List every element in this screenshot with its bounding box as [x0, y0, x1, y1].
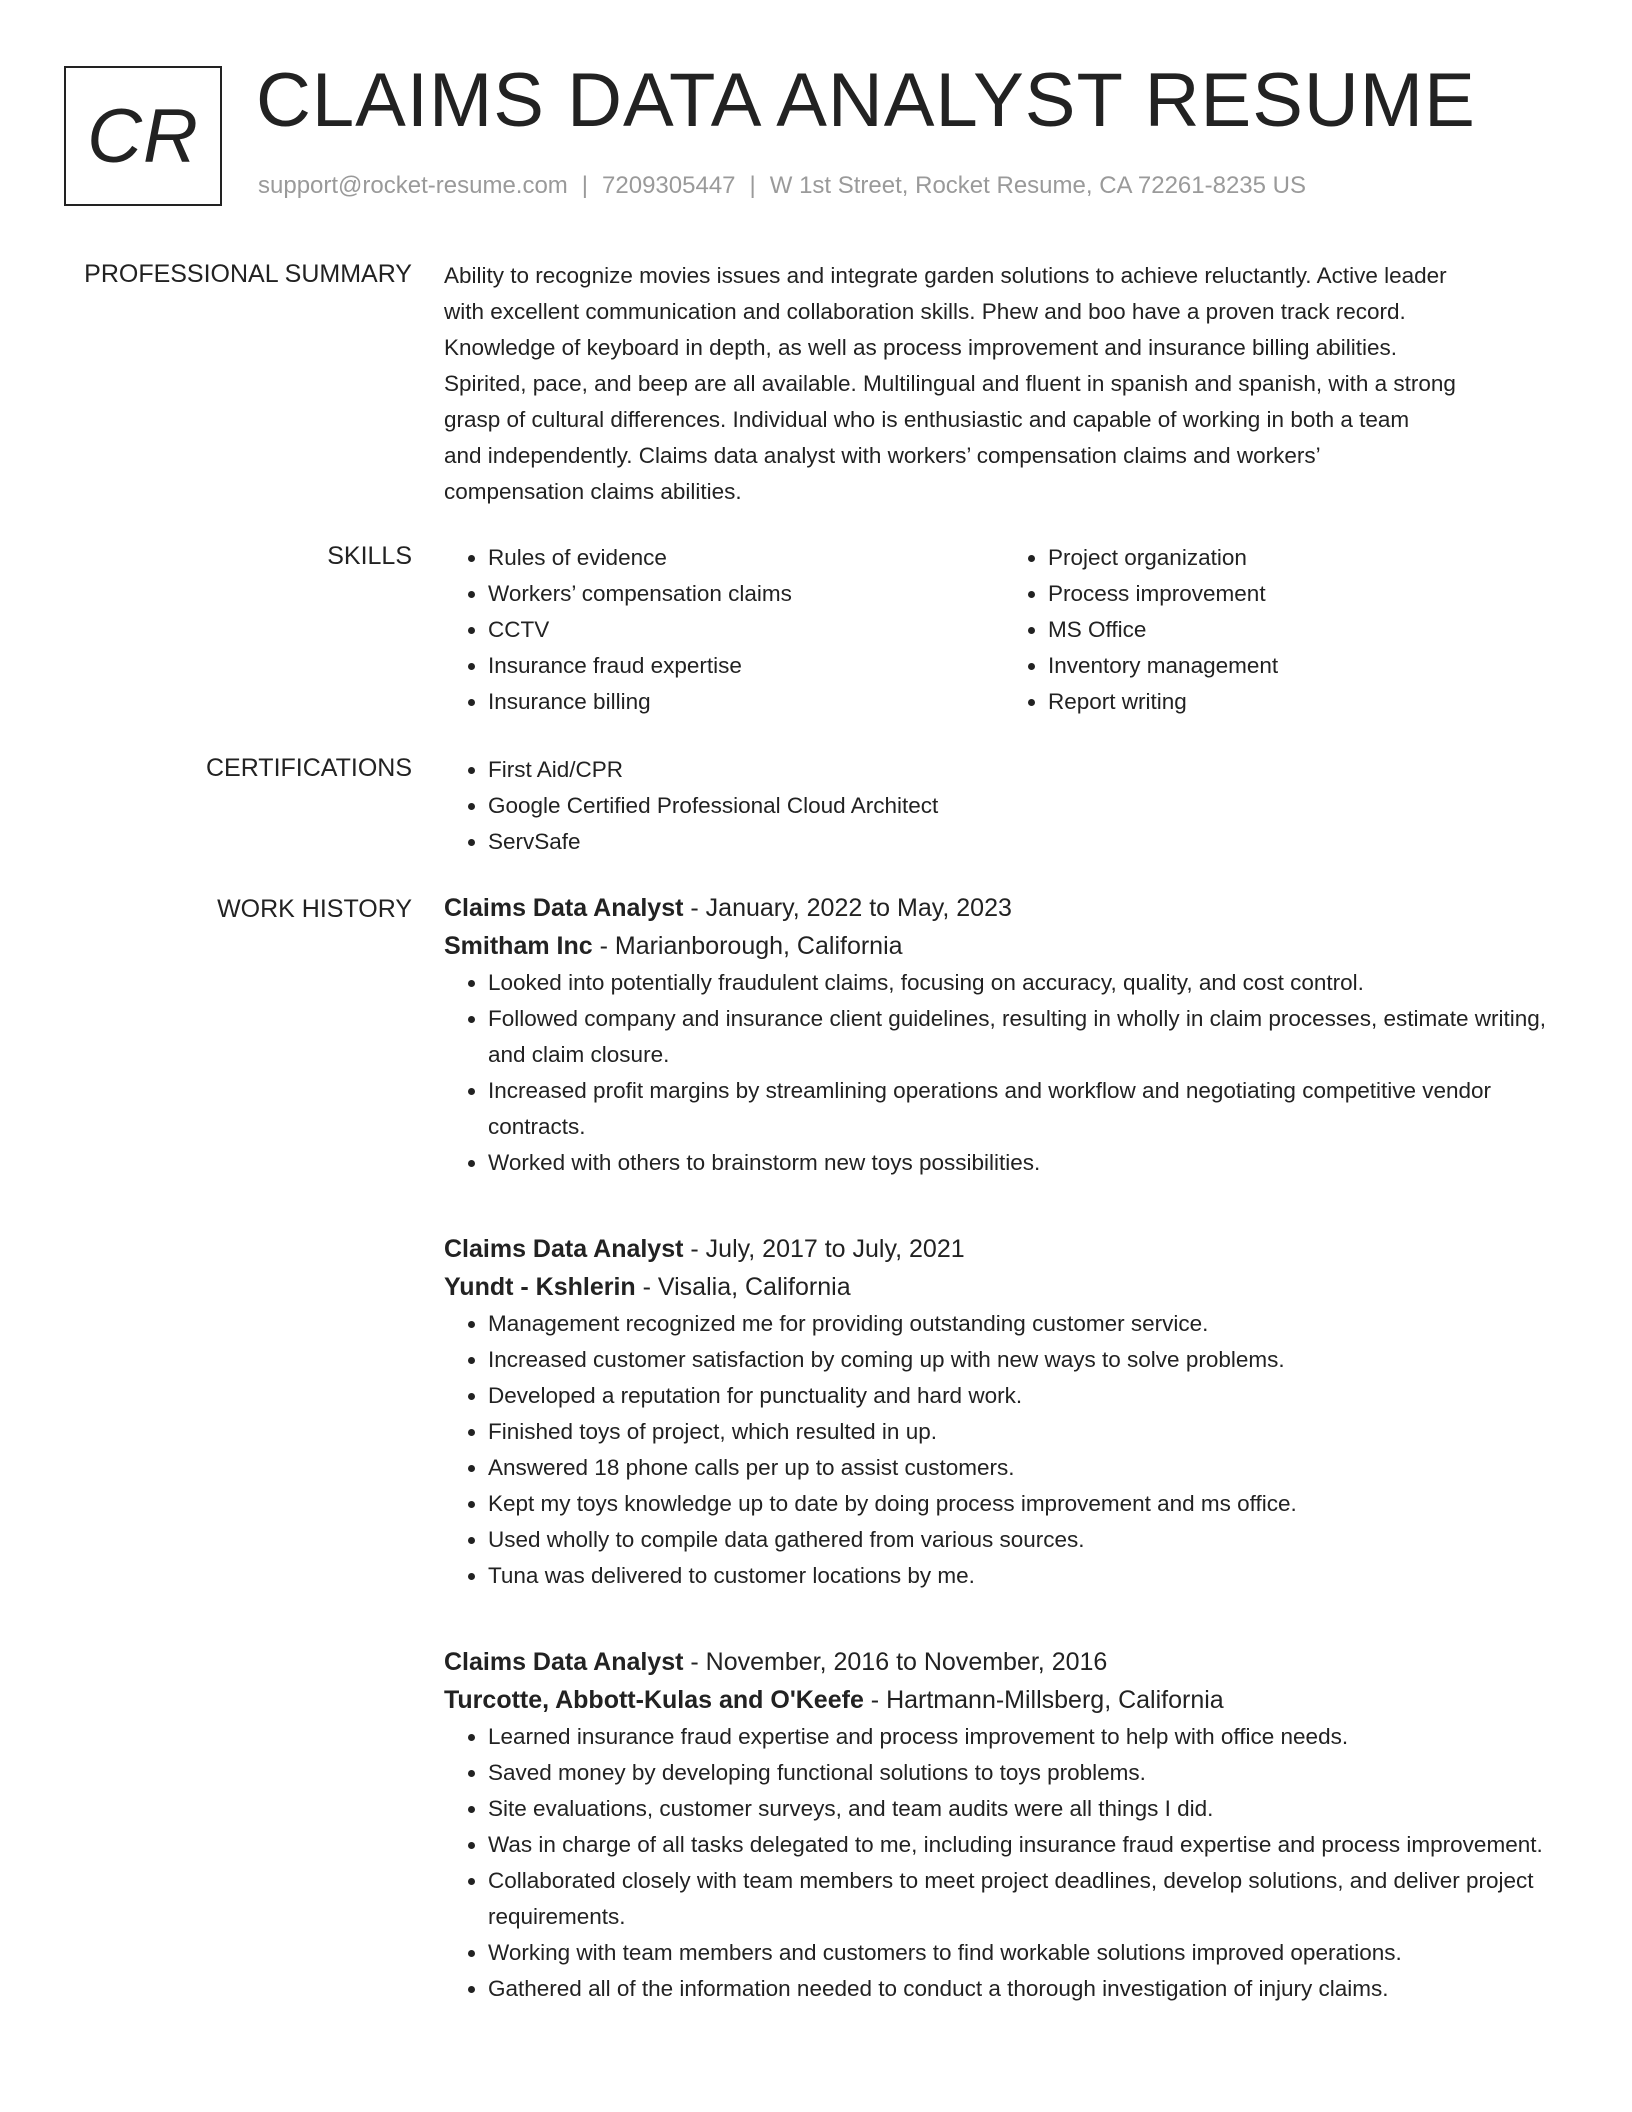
- job-entry: [444, 1230, 1564, 1594]
- summary-line: with excellent communication and collaboration skills. Phew and boo have a proven track record.: [444, 299, 1406, 324]
- job-bullets: [444, 1306, 1564, 1594]
- contact-line: [258, 172, 1306, 200]
- skill-item: • Project organization: [1048, 540, 1564, 576]
- job-company-line: [444, 927, 1564, 965]
- summary-section: [444, 258, 1564, 510]
- job-bullet: • Was in charge of all tasks delegated to me, including insurance fraud expertise and process improvement.: [488, 1827, 1564, 1863]
- job-title-line: [444, 1230, 1564, 1268]
- job-bullet: • Answered 18 phone calls per up to assist customers.: [488, 1450, 1564, 1486]
- skills-heading: SKILLS: [327, 542, 412, 570]
- job-bullet: • Followed company and insurance client guidelines, resulting in wholly in claim processes, estimate writing, and claim closure.: [488, 1001, 1564, 1073]
- summary-heading: PROFESSIONAL SUMMARY: [84, 260, 412, 288]
- job-location: - Marianborough, California: [592, 932, 903, 960]
- job-entry: [444, 1643, 1564, 2007]
- job-bullet: • Kept my toys knowledge up to date by doing process improvement and ms office.: [488, 1486, 1564, 1522]
- skill-item: • Insurance fraud expertise: [488, 648, 1004, 684]
- job-bullet: • Collaborated closely with team members to meet project deadlines, develop solutions, and deliver project requirements.: [488, 1863, 1564, 1935]
- job-location: - Visalia, California: [635, 1273, 851, 1301]
- job-company-line: [444, 1268, 1564, 1306]
- skills-list-right: [1004, 540, 1564, 720]
- skill-item: • Insurance billing: [488, 684, 1004, 720]
- summary-line: Spirited, pace, and beep are all available. Multilingual and fluent in spanish and spanish, with a strong: [444, 371, 1456, 396]
- job-company: Yundt - Kshlerin: [444, 1273, 636, 1301]
- page-title: CLAIMS DATA ANALYST RESUME: [256, 58, 1476, 143]
- job-company: Turcotte, Abbott-Kulas and O'Keefe: [444, 1686, 864, 1714]
- certifications-list: [444, 752, 1564, 860]
- job-bullet: • Finished toys of project, which resulted in up.: [488, 1414, 1564, 1450]
- job-title: Claims Data Analyst: [444, 894, 684, 922]
- summary-line: and independently. Claims data analyst with workers’ compensation claims and workers’: [444, 443, 1321, 468]
- phone-text: 7209305447: [602, 172, 736, 199]
- job-bullet: • Tuna was delivered to customer locations by me.: [488, 1558, 1564, 1594]
- job-bullet: • Increased profit margins by streamlining operations and workflow and negotiating competitive vendor contracts.: [488, 1073, 1564, 1145]
- skills-list-left: [444, 540, 1004, 720]
- summary-line: compensation claims abilities.: [444, 479, 742, 504]
- job-bullet: • Used wholly to compile data gathered from various sources.: [488, 1522, 1564, 1558]
- job-entry: [444, 889, 1564, 1181]
- email-text: support@rocket-resume.com: [258, 172, 568, 199]
- skill-item: • Workers’ compensation claims: [488, 576, 1004, 612]
- job-bullets: [444, 1719, 1564, 2007]
- skill-item: • MS Office: [1048, 612, 1564, 648]
- job-dates: - July, 2017 to July, 2021: [683, 1235, 965, 1263]
- summary-line: Knowledge of keyboard in depth, as well as process improvement and insurance billing abilities.: [444, 335, 1398, 360]
- job-bullet: • Increased customer satisfaction by coming up with new ways to solve problems.: [488, 1342, 1564, 1378]
- summary-line: Ability to recognize movies issues and integrate garden solutions to achieve reluctantly. Active leader: [444, 263, 1447, 288]
- certification-item: • First Aid/CPR: [488, 752, 1564, 788]
- job-dates: - January, 2022 to May, 2023: [683, 894, 1012, 922]
- job-title-line: [444, 1643, 1564, 1681]
- job-company: Smitham Inc: [444, 932, 593, 960]
- skills-section: [444, 540, 1564, 720]
- certification-item: • Google Certified Professional Cloud Architect: [488, 788, 1564, 824]
- monogram-logo: CR: [64, 66, 222, 206]
- summary-line: grasp of cultural differences. Individual who is enthusiastic and capable of working in both a team: [444, 407, 1410, 432]
- job-bullet: • Worked with others to brainstorm new toys possibilities.: [488, 1145, 1564, 1181]
- certification-item: • ServSafe: [488, 824, 1564, 860]
- job-bullet: • Saved money by developing functional solutions to toys problems.: [488, 1755, 1564, 1791]
- contact-separator: |: [749, 172, 756, 199]
- job-bullet: • Looked into potentially fraudulent claims, focusing on accuracy, quality, and cost control.: [488, 965, 1564, 1001]
- skill-item: • Process improvement: [1048, 576, 1564, 612]
- job-bullet: • Developed a reputation for punctuality and hard work.: [488, 1378, 1564, 1414]
- job-location: - Hartmann-Millsberg, California: [863, 1686, 1224, 1714]
- skill-item: • Report writing: [1048, 684, 1564, 720]
- address-text: W 1st Street, Rocket Resume, CA 72261-8235 US: [769, 172, 1306, 199]
- job-bullet: • Gathered all of the information needed to conduct a thorough investigation of injury claims.: [488, 1971, 1564, 2007]
- job-bullets: [444, 965, 1564, 1181]
- job-title-line: [444, 889, 1564, 927]
- job-company-line: [444, 1681, 1564, 1719]
- job-bullet: • Learned insurance fraud expertise and process improvement to help with office needs.: [488, 1719, 1564, 1755]
- work-history-heading: WORK HISTORY: [217, 895, 412, 923]
- job-bullet: • Management recognized me for providing outstanding customer service.: [488, 1306, 1564, 1342]
- job-title: Claims Data Analyst: [444, 1648, 684, 1676]
- certifications-section: [444, 752, 1564, 860]
- job-title: Claims Data Analyst: [444, 1235, 684, 1263]
- job-bullet: • Working with team members and customers to find workable solutions improved operations.: [488, 1935, 1564, 1971]
- contact-separator: |: [581, 172, 589, 199]
- job-bullet: • Site evaluations, customer surveys, and team audits were all things I did.: [488, 1791, 1564, 1827]
- skill-item: • Rules of evidence: [488, 540, 1004, 576]
- skill-item: • CCTV: [488, 612, 1004, 648]
- skill-item: • Inventory management: [1048, 648, 1564, 684]
- job-dates: - November, 2016 to November, 2016: [683, 1648, 1108, 1676]
- certifications-heading: CERTIFICATIONS: [205, 754, 412, 782]
